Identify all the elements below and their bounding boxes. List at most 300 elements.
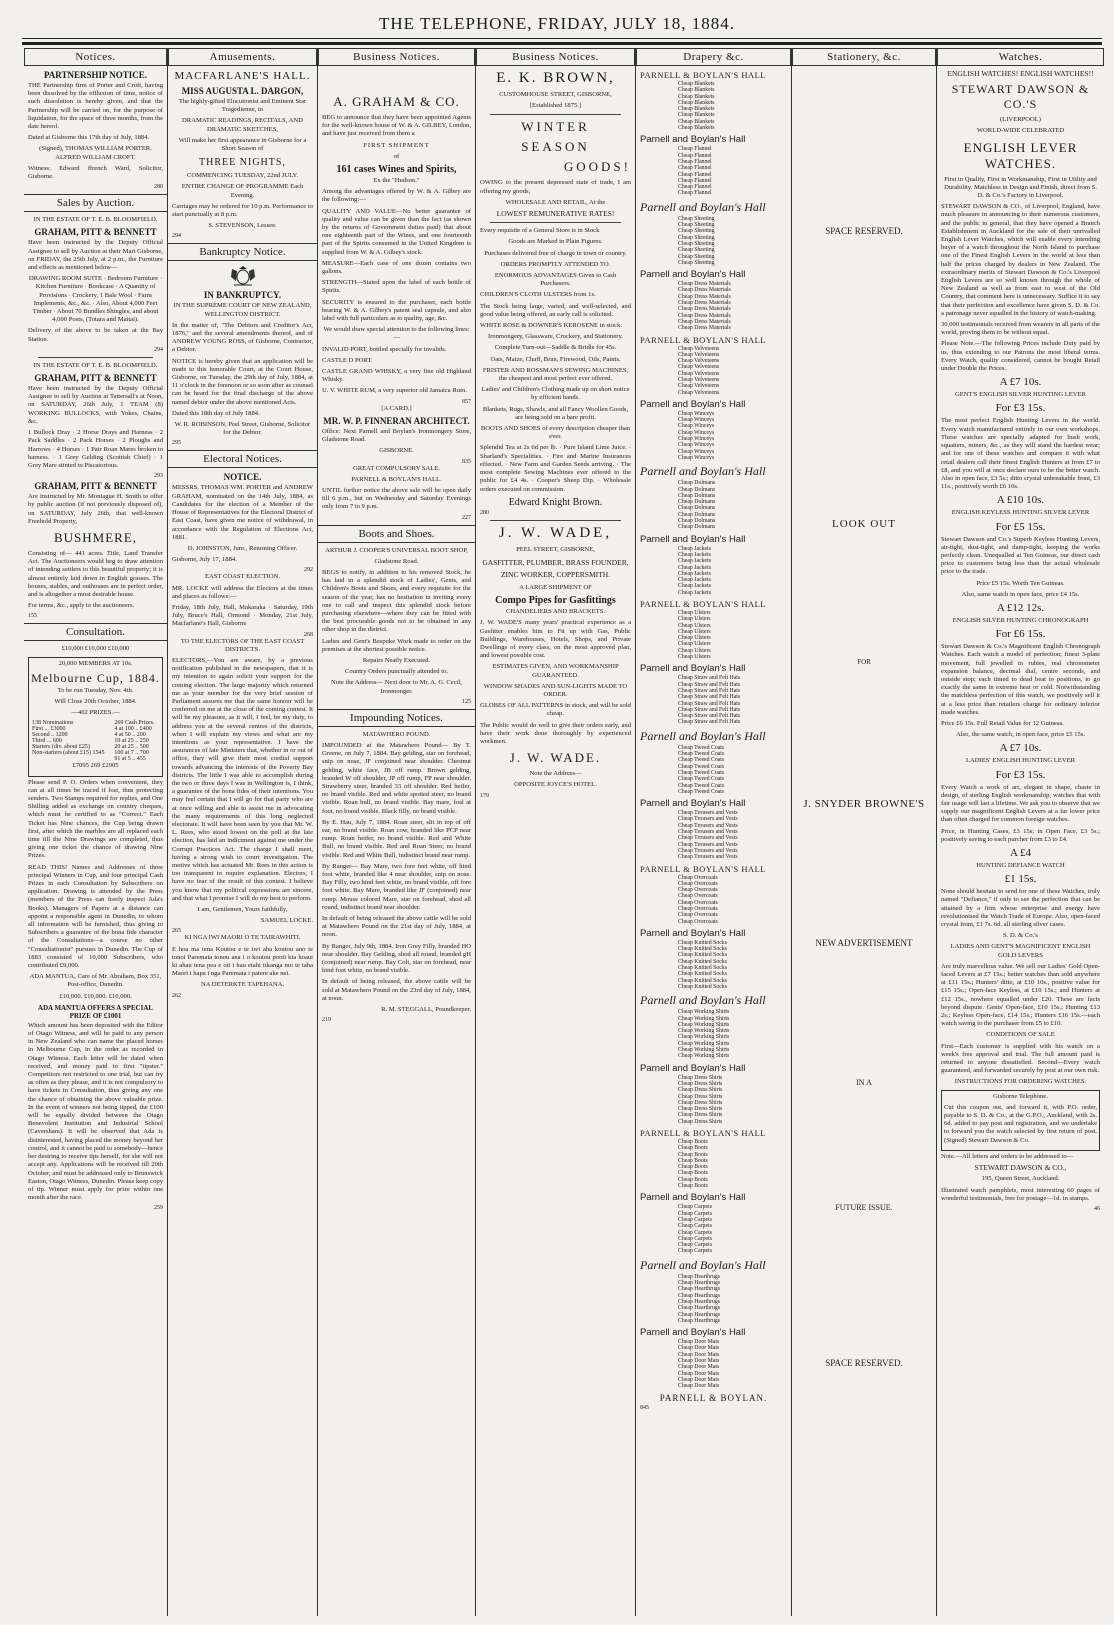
drapery-item: Cheap Boots [678,1164,708,1171]
drapery-item: Cheap Jackets [678,545,711,552]
watch-desc: LADIES' ENGLISH HUNTING LEVER [965,757,1076,765]
masthead: THE TELEPHONE, FRIDAY, JULY 18, 1884. [379,14,735,33]
locke-dates: Friday, 18th July, Hall, Makaraka · Saturday, 19th July, Bruce's Hall, Ormond · Monday, 21st July, Macfarlane's Hall, Gisborne [172,603,313,628]
drapery-item: Cheap Working Shirts [678,1047,730,1054]
drapery-item: Cheap Winceys [678,448,715,455]
ad-ref: 293 [154,473,163,480]
property-description: Consisting of— 441 acres. Title, Land Transfer Act. The Auctioneers would beg to draw attention of intending settlers to this beautiful property; it is almost entirely laid down in English grasses. The houses, stables, and outhouses are in perfect order, and is altogether a most desirable house. [28,549,163,598]
columns [24,48,1104,1616]
melbourne-cup: Melbourne Cup, 1884. [31,670,160,685]
election-title: EAST COAST ELECTION. [204,573,281,581]
section-header-stationery: Stationery, &c. [792,48,936,66]
table-cell: Starters (div. about £25) [32,744,90,751]
prize-amounts: £10,000. £10,000. £10,000. [59,992,132,1000]
ad-ref: 262 [172,992,181,999]
english-lever-watches: ENGLISH LEVER WATCHES. [963,139,1078,171]
drapery-item: Cheap Tweed Coats [678,782,725,789]
drapery-item: Cheap Sheeting [678,215,715,222]
watch-body: Stewart Dawson and Co.'s Superb Keyless Hunting Levers, air-tight, dust-tight, and damp-tight, keeping the works perfectly clean. Unequalled at Ten Guineas, our direct cash price to customers being less than the actual wholesale price to the trade. [941,535,1100,576]
kerosene: WHITE ROSE & DOWNER'S KEROSENE in stock. [480,322,623,330]
drapery-item: Cheap Door Mats [678,1345,720,1352]
drapery-block [640,269,787,331]
drapery-item: Cheap Door Mats [678,1376,720,1383]
drapery-item: Cheap Sheeting [678,240,715,247]
drapery-shop-name: PARNELL & BOYLAN'S HALL [640,334,766,345]
drapery-block [640,534,787,596]
drapery-item: Cheap Velveteens [678,376,720,383]
watch-also: Also, the same watch, in open face, price £5 15s. [955,731,1086,739]
table-cell: 4 at 100 .. £400 [114,726,152,733]
performance-appear: Will make her first appearance in Gisborne for a Short Season of [178,136,307,153]
drapery-item: Cheap Velveteens [678,364,720,371]
wade-title: J. W. WADE, [498,524,613,541]
turnout: Complete Turn-out—Saddle & Bridle for 45s. [494,344,617,352]
drapery-item: Cheap Hearthrugs [678,1298,721,1305]
drapery-item: Cheap Knitted Socks [678,958,727,965]
column-watches [937,48,1104,1616]
drapery-item: Cheap Ulsters [678,610,711,616]
auctioneer-name: GRAHAM, PITT & BENNETT [34,373,157,384]
season: SEASON [521,139,590,155]
in-bankruptcy: IN BANKRUPTCY. [203,290,282,301]
drapery-item: Cheap Jackets [678,551,711,558]
window-shades: WINDOW SHADES AND SUN-LIGHTS MADE TO ORDER. [483,682,628,698]
drapery-item: Cheap Knitted Socks [678,946,727,953]
drapery-item: Cheap Carpets [678,1229,712,1236]
auction-items: DRAWING ROOM SUITE · Bedroom Furniture · Kitchen Furniture · Bookcase · A Quantity of Provisions · Crockery, 1 Bale Wool · Farm Implements, &c., &c. · Also, About 4,000 Feet Timber · About 70 Bundles Shingles, and about 4,000 Posts, (Totara and Maitai). [28,275,163,324]
special-prize-body: Which amount has been deposited with the Editor of Otago Witness, and will be paid to any person in New Zealand who can name the placed horses in Melbourne Cup, in the order as recorded in Otago Witness. Each letter will be dated when received, and money paid to first "tipster." Competitors not restricted to one trial, but can try as often as they please, and it is not compulsory to have tickets in Consultation, thus giving any one the chance of obtaining the above valuable prize. In the event of winners not being tipped, the £100 will be equally divided between the Otago Benevolent Institution and Industrial School (Caversham). It will be observed that Ada is disinterested, having placed the money beyond her control, and it cannot be paid to somebody—hence her desiring to receive tips herself, for she will not accept any. Applications will be received till 20th October, and must be addressed only to Brunswick Easton, Otago Witness, Dunedin. Please keep copy of tip. Winner must apply for prize within one month after the race. [28,1021,163,1202]
new-advertisement: NEW ADVERTISEMENT [815,938,913,948]
hall-name: MACFARLANE'S HALL. [174,70,311,82]
drapery-item: Cheap Sheeting [678,259,715,266]
graham-intro: BEG to announce that they have been appointed Agents for the well-known house of W. & A. GILBEY, London, and have just received from them a [322,114,471,138]
drapery-item: Cheap Sheeting [678,222,715,229]
drapery-item: Cheap Blankets [678,112,715,119]
sd-co: S. D. & Co.'s [1003,932,1038,940]
drapery-item: Cheap Blankets [678,125,715,132]
drapery-item: Cheap Jackets [678,558,711,565]
impounded-ranger-2: By Ranger, July 9th, 1884. Iron Grey Filly, branded HO near shoulder. Bay Gelding, shod all round, branded gH (conjoined) near rump. Bay Colt, star on forehead, near hind foot white, no brand visible. [322,942,471,975]
drapery-item: Cheap Boots [678,1176,708,1183]
repairs: Repairs Neatly Executed. [362,656,431,664]
table-cell: 4 at 50 .. 200 [114,732,146,739]
architect-office: Office: Next Parnell and Boylan's Ironmongery Store, Gladstone Road. [322,427,471,444]
drapery-item: Cheap Door Mats [678,1339,720,1346]
partnership-witness: Witness: Edward ffrench Ward, Solicitor, Gisborne. [28,164,163,181]
section-header-business: Business Notices. [318,48,475,66]
conditions-body: First—Each customer is supplied with his watch on a week's free approval and trial. The full amount paid is returned to anyone dissatisfied. Second—Every watch guaranteed, and forwarded securely by post at our own risk. [941,1042,1100,1075]
castle-whisky: CASTLE GRAND WHISKY, a very fine old Highland Whisky. [322,368,471,384]
drapery-item: Cheap Velveteens [678,345,720,352]
white-rum: U. V. WHITE RUM, a very superior old Jamaica Rum. [322,387,467,395]
specials: Splendid Tea at 2s 6d per lb. · Pure Island Lime Juice. · Sharland's Specialities. · Fire and Marine Insurances effected. · New Farm and Garden Seeds arriving. · The most complete Sewing Machines ever offered to the public for £4 4s. · Cooper's Sheep Dip. · Wholesale orders executed on commission. [480,444,631,493]
table-cell: Third ... 600 [32,738,62,745]
drapery-block [640,1128,787,1189]
drapery-item: Cheap Knitted Socks [678,983,727,990]
impounded-hau: By E. Hau, July 7, 1884. Roan steer, slit in top of off ear, no brand visible. Roan cow, branded like PCP near rump. Roan heifer, no brand visible. Red and White Bull, no brand visible. Red and Roan Steer, no brand visible. Red and White Bull, indistinct brand near rump. [322,818,471,859]
drapery-item: Cheap Tweed Coats [678,788,725,795]
drapery-item: Cheap Door Mats [678,1383,720,1390]
card-label: [A CARD.] [381,404,412,412]
watch-body: The most perfect English Hunting Levers in the world. Every watch manufactured entirely in our own workshops. These watches are specially adapted for bush work, squatters, miners, &c., as they will stand the hardest wear; and for one of these watches and compare it with what retail dealers call their finest English Hunters at from £7 to £8, and you will at once declare ours to be the better watch. Also in open face, £3 5s.; ditto crystal unbreakable front, £3 11s., positively worth £6 10s. [941,417,1100,491]
drapery-item: Cheap Knitted Socks [678,952,727,959]
drapery-shop-name: Parnell and Boylan's Hall [640,728,766,743]
frister: FRISTER AND ROSSMAN'S SEWING MACHINES, the cheapest and most perfect ever offered. [482,366,629,383]
section-header-impounding: Impounding Notices. [318,709,475,727]
drapery-item: Cheap Hearthrugs [678,1305,721,1312]
ironmongery: Ironmongery, Glassware, Crockery, and Stationery. [488,333,623,341]
solicitor: W. R. ROBINSON, Peel Street, Gisborne, Solicitor for the Debtor. [174,421,311,437]
drapery-shop-name: Parnell and Boylan's Hall [640,993,766,1008]
drapery-item: Cheap Straw and Felt Hats [678,706,741,713]
column-business-2 [476,48,636,1616]
drapery-item: Cheap Trousers and Vests [678,816,738,823]
drapery-item: Cheap Winceys [678,417,715,424]
drapery-block [640,993,787,1059]
drapery-item: Cheap Trousers and Vests [678,835,738,842]
drapery-item: Cheap Working Shirts [678,1009,730,1016]
table-total: £7095 269 £2905 [72,762,119,770]
column-stationery [792,48,937,1616]
globes: GLOBES OF ALL PATTERNS in stock, and will be sold cheap. [480,702,631,718]
drapery-shop-name: Parnell and Boylan's Hall [640,663,746,675]
estate-title: IN THE ESTATE OF T. E. B. BLOOMFIELD. [33,216,158,224]
order-coupon [941,1090,1100,1151]
poundkeeper: R. M. STEGGALL, Poundkeeper. [381,1006,471,1014]
drapery-item: Cheap Blankets [678,81,715,87]
sale-hours: UNTIL further notice the above sale will be open daily till 6 p.m., but on Wednesday and Saturday Evenings only from 7 to 9 p.m. [322,486,471,511]
drapery-item: Cheap Door Mats [678,1370,720,1377]
drapery-item: Cheap Boots [678,1139,708,1145]
prizes: —402 PRIZES.— [71,709,120,717]
drapery-item: Cheap Overcoats [678,899,718,906]
drapery-item: Cheap Dress Materials [678,318,731,325]
watch-for: £1 15s. [1004,873,1037,886]
maori-title: KI NGA IWI MAORI O TE TAIRAWHITI. [184,934,301,942]
wade-body: J. W. WADE'S many years' practical experience as a Gasfitter enables him to Fit up with Gas, Public Buildings, Warehouses, Hotels, Shops, and Private Dwellings of every class, on the most approved plan, and lowest possible cost. [480,619,631,660]
established: [Established 1875.] [529,102,582,110]
ad-ref: 46 [1094,1205,1100,1212]
cases: 161 cases Wines and Spirits, [336,164,457,176]
prize-table [31,720,160,762]
auction-items: 1 Bullock Dray · 2 Horse Drays and Harness · 2 Pack Saddles · 2 Pack Horses · 2 Ploughs and Harrows · 4 Horses · 1 Pair Roan Mares broken to harness. · 1 Grey Gelding (Scottish Chief) · 1 Grey Mare stinted to Piscatorious. [28,429,163,469]
drapery-item: Cheap Tweed Coats [678,763,725,770]
section-header-auction: Sales by Auction. [24,194,167,212]
watch-price: A £7 10s. [999,376,1042,389]
drapery-item: Cheap Flannel [678,165,712,172]
drapery-item: Cheap Flannel [678,190,712,197]
locke-notice: MR. LOCKE will address the Electors at the times and places as follows:— [172,584,313,600]
drapery-block [640,864,787,925]
to-electors: TO THE ELECTORS OF THE EAST COAST DISTRICTS. [180,637,305,653]
drapery-shop-name: Parnell and Boylan's Hall [640,269,746,281]
drapery-item: Cheap Carpets [678,1223,712,1230]
drapery-item: Cheap Door Mats [678,1358,720,1365]
election-letter: ELECTORS,—You are aware, by a previous notification published in the newspapers, that it is my intention to again solicit your support for the coming election. The large majority which returned me as your member for the very brief session of Parliament assures me that the same honour will be conferred on me at the close of the coming contest. It will be my pleasure, as it will, I feel, be my duty, to address you at the several centres of the districts, when I will explain my views and what are my intentions as your representative. I have the assurances of late Ministers that, whether in or out of office, they will give their most cordial support towards advancing the interests of the Poverty Bay districts. The little I was able to accomplish during the two or three days I was in Wellington is, I think, a guarantee of the bona fides of their intentions. You may feel certain that I will go for that party who are at once willing and able to assist me in advocating the many requirements of this long neglected electorate. It will have been seen by you that Mr. W. L. Rees, who stood lowest on the poll at the late election, has laid an indictment against me under the Corrupt Practices Act. The charge I shall meet, having a strong wish to court investigation. The motive which has actuated Mr. Rees in this action is too transparent to require explanation. Electors, I have no fear of the result of this contest. I believe you know that my political expressions are sincere, and that what I promise I will do my best to perform. [172,656,313,902]
sd-intro: STEWART DAWSON & CO., of Liverpool, England, have much pleasure in announcing to their numerous customers, and the public in general, that they have opened a Branch Establishment in Auckland for the sale of their unrivalled English Lever Watches, which will enable every intending buyer of a watch throughout the North Island to purchase one of the Finest English Levers in the world at less than half the prices charged by dealers in New Zealand. The extraordinary merits of Stewart Dawson & Co.'s Liverpool English Levers are so well known through the whole of New Zealand as well as from east to west of the Old Country, that comment here is unnecessary. Suffice it to say that their perfection and excellence have given S. D. & Co. a patronage never equalled in the history of watch-making. [941,203,1100,317]
drapery-item: Cheap Working Shirts [678,1053,730,1060]
drapery-shop-name: Parnell and Boylan's Hall [640,533,746,545]
members: 20,000 MEMBERS AT 10s. [58,659,133,667]
first-in-quality: First in Quality, First in Workmanship, First in Utility and Durability. Matchless in Design and Finish, direct from S. D. & Co.'s Factory in Liverpool. [944,175,1097,200]
drapery-block [640,200,787,266]
drapery-item: Cheap Dolmans [678,524,716,531]
drapery-item: Cheap Sheeting [678,234,715,241]
drapery-item: Cheap Blankets [678,118,715,125]
column-business-1 [318,48,476,1616]
sd-address-name: STEWART DAWSON & CO., [974,1163,1067,1173]
drapery-item: Cheap Dress Materials [678,300,731,307]
drapery-item: Cheap Winceys [678,429,715,436]
drapery-item: Cheap Dress Materials [678,312,731,319]
masthead-rule [22,38,1102,39]
ad-ref: 227 [462,514,471,521]
drapery-item: Cheap Overcoats [678,887,718,894]
ad-ref: 280 [480,509,489,516]
drapery-item: Cheap Sheeting [678,247,715,254]
drapery-shop-name: Parnell and Boylan's Hall [640,199,766,214]
drapery-item: Cheap Ulsters [678,622,711,629]
partnership-dated: Dated at Gisborne this 17th day of July, 1884. [28,134,150,142]
watch-price: A £7 10s. [999,742,1042,755]
drapery-item: Cheap Jackets [678,583,711,590]
drapery-block [640,1327,787,1389]
owing: OWING to the present depressed state of trade, I am offering my goods, [480,179,631,195]
watch-price: A £10 10s. [996,494,1045,507]
snyder-browne: J. SNYDER BROWNE'S [803,798,925,810]
instructions: INSTRUCTIONS FOR ORDERING WATCHES. [954,1078,1087,1086]
coupon-title: Gisborne Telephone. [993,1092,1048,1100]
drapery-item: Cheap Door Mats [678,1364,720,1371]
drapery-item: Cheap Boots [678,1157,708,1164]
drapery-item: Cheap Straw and Felt Hats [678,694,741,701]
cooper-body: BEGS to notify, in addition to his removed Stock, he has laid in a splendid stock of Ladies', Gents, and Children's Boots and Shoes, and every requisite for the season of the year, has no hesitation in inviting every one to call and inspect this splendid stock before purchasing elsewhere—where they can be fitted with the best procurable goods not to be obtained in any other shop in the district. [322,568,471,634]
section-header-bankruptcy: Bankruptcy Notice. [168,243,317,261]
wade-signature: J. W. WADE. [509,750,602,766]
brown-signature: Edward Knight Brown. [508,496,603,508]
drapery-item: Cheap Trousers and Vests [678,847,738,854]
drapery-item: Cheap Carpets [678,1242,712,1249]
partnership-signed: (Signed), THOMAS WILLIAM PORTER. ALFRED WILLIAM CROFT. [39,145,152,161]
bankruptcy-notice: NOTICE is hereby given that an application will be made to this honorable Court, at the Court House, Gisborne, on Tuesday, the 29th day of July, 1884, at 11 o'clock in the forenoon or so soon after as counsel can be heard for the final discharge of the above named debtor under the above mentioned Acts. [172,357,313,406]
drapery-item: Cheap Tweed Coats [678,776,725,783]
ad-ref: 845 [640,1404,649,1411]
pound-name: MATAWHERO POUND. [362,730,431,738]
drapery-item: Cheap Dolmans [678,511,716,518]
drapery-item: Cheap Dress Shirts [678,1087,723,1094]
drapery-shop-name: Parnell and Boylan's Hall [640,798,746,810]
gold-body: Are truly marvellous value. We sell our Ladies' Gold Open-faced Levers at £7 15s.; better watches than sold anywhere at £11 15s.; Hunters' ditto, at £10 10s., positive value for £15 15s.; Open-face Keyless, at £10 15s.; and Hunters at £12 15s., nowhere equalled under £20. These are facts beyond dispute. Gents' Open-face, £10 15s.; Hunting £13 2s.; Keyless Open-face, £14 15s.; Hunters £16 15s.—each watch saving to the purchaser from £5 to £10. [941,962,1100,1028]
table-cell: First ... £3000 [32,726,66,733]
ad-ref: 294 [172,233,181,240]
orders: ORDERS PROMPTLY ATTENDED TO. [500,260,611,268]
impound-default-2: In default of being released, the above cattle will be sold at Matawhero Pound on the 23rd day of July, 1884, at noon. [322,978,471,1002]
divider [490,520,621,521]
partnership-body: THE Partnership firm of Porter and Croft, having been dissolved by the effluxion of time, notice of such dissolution is hereby given, and that the Partnership will be carried on, for the purpose of liquidation, for the space of three months, from the date hereof. [28,82,163,131]
drapery-item: Cheap Winceys [678,442,715,449]
english-watches: ENGLISH WATCHES! ENGLISH WATCHES!! [947,69,1094,78]
for: FOR [857,658,871,666]
public: The Public would do well to give their orders early, and have their work done thoroughly by experienced workmen. [480,721,631,745]
drapery-item: Cheap Overcoats [678,874,718,881]
auctioneer-name: GRAHAM, PITT & BENNETT [34,481,157,492]
joyce-hotel: OPPOSITE JOYCE'S HOTEL. [514,781,597,789]
drapery-item: Cheap Dress Shirts [678,1106,723,1113]
drapery-item: Cheap Carpets [678,1248,712,1255]
drapery-item: Cheap Ulsters [678,628,711,635]
section-header-business: Business Notices. [476,48,635,66]
property-terms: For terms, &c., apply to the auctioneers. [28,602,135,610]
masthead-rule-heavy [22,42,1102,45]
drapery-item: Cheap Ulsters [678,654,711,661]
table-cell: 100 at 7 .. 700 [114,750,149,757]
of: of [393,152,400,160]
drapery-shop-name: PARNELL & BOYLAN'S HALL [640,863,766,874]
blankets: Blankets, Rugs, Shawls, and all Fancy Woollen Goods, are being sold on a bare profit. [482,405,629,421]
measure: MEASURE—Each case of one dozen contains two gallons. [322,259,471,276]
ad-ref: 155 [28,613,37,620]
drapery-item: Cheap Trousers and Vests [678,854,738,861]
section-header-electoral: Electoral Notices. [168,450,317,468]
drapery-item: Cheap Flannel [678,177,712,184]
bankruptcy-dated: Dated this 18th day of July 1884. [172,409,260,417]
drapery-item: Cheap Door Mats [678,1351,720,1358]
drapery-item: Cheap Straw and Felt Hats [678,675,741,682]
cooper-note: Note the Address— Next door to Mr. A. G. Cecil, Ironmonger. [331,679,462,695]
drapery-item: Cheap Trousers and Vests [678,829,738,836]
drapery-item: Cheap Velveteens [678,358,720,365]
wade-address: PEEL STREET, GISBORNE, [516,545,595,553]
plain-figures: Goods are Marked in Plain Figures. [508,238,603,246]
column-drapery [636,48,792,1616]
drapery-item: Cheap Boots [678,1170,708,1177]
table-cell: 10 at 25 .. 250 [114,738,149,745]
drapery-item: Cheap Blankets [678,93,715,100]
divider [490,222,621,223]
wholesale: WHOLESALE AND RETAIL, At the [505,198,606,206]
drapery-item: Cheap Hearthrugs [678,1317,721,1324]
drapery-item: Cheap Blankets [678,106,715,113]
drapery-item: Cheap Flannel [678,158,712,165]
drapery-block [640,1258,787,1324]
drapery-list [640,70,787,1390]
space-reserved: SPACE RESERVED. [825,1358,903,1368]
watch-for: For £3 15s. [995,402,1046,415]
divider [490,114,621,115]
watch-price-line: Price, in Hunting Cases, £3 15s; in Open Face, £3 5s.; positively saving to each purcher from £3 to £4. [941,827,1100,843]
ad-ref: 292 [304,567,313,574]
estate-title: IN THE ESTATE OF T. E. B. BLOOMFIELD. [33,361,158,369]
auction-body: Have been instructed by the Deputy Official Assignee to sell by Auction at Tattersall's at Noon, on SATURDAY, 26th July, 1 TEAM (8) WORKING BULLOCKS, with Yokes, Chains, &c. [28,385,163,425]
wade-trades: GASFITTER, PLUMBER, BRASS FOUNDER, ZINC WORKER, COPPERSMITH. [482,557,629,579]
partnership-title: PARTNERSHIP NOTICE. [43,70,148,80]
look-out: LOOK OUT [832,518,896,530]
drapery-item: Cheap Jackets [678,564,711,571]
royal-crest-icon [228,265,258,287]
architect-name: MR. W. P. FINNERAN ARCHITECT. [323,415,470,426]
drapery-block [640,1192,787,1254]
commencing: COMMENCING TUESDAY, 22nd JULY. [186,172,299,180]
watch-price: A £12 12s. [996,601,1045,614]
table-cell: Second .. 1200 [32,732,68,739]
drapery-block [640,1063,787,1125]
lessee: S. STEVENSON, Lessee. [208,222,277,230]
performer-name: MISS AUGUSTA L. DARGON, [181,86,304,96]
drapery-block [640,70,787,131]
drapery-item: Cheap Tweed Coats [678,757,725,764]
impounded-ranger: By Ranger— Bay Mare, two fore feet white, off hind foot white, branded like 4 near shoulder, snip on nose. Bay Filly, two hind feet white, no brand visible, off fore foot white. Bay Mare, branded like JF (conjoined) near rump. Mouse colored Mare, star on forehead, shod all round, indistinct brand near shoulder. [322,862,471,911]
watch-desc: GENT'S ENGLISH SILVER HUNTING LEVER [955,391,1086,399]
ad-ref: 125 [462,698,471,705]
returning-officer: D. JOHNSTON, Junr., Returning Officer. [187,544,298,552]
drapery-item: Cheap Working Shirts [678,1015,730,1022]
graham-title: A. GRAHAM & CO. [333,94,460,109]
drapery-block [640,928,787,990]
drapery-item: Cheap Dolmans [678,486,716,493]
watch-price-line: Price £5 15s. Worth Ten Guineas. [976,579,1065,587]
drapery-item: Cheap Blankets [678,99,715,106]
architect-town: GISBORNE. [379,447,414,455]
drapery-item: Cheap Hearthrugs [678,1311,721,1318]
drapery-item: Cheap Tweed Coats [678,769,725,776]
drapery-shop-name: Parnell and Boylan's Hall [640,398,746,410]
stewart-dawson: STEWART DAWSON & CO.'S [951,82,1090,112]
section-header-drapery: Drapery &c. [636,48,791,66]
drapery-item: Cheap Trousers and Vests [678,810,738,817]
drapery-item: Cheap Trousers and Vests [678,841,738,848]
drapery-item: Cheap Dress Shirts [678,1080,723,1087]
drapery-item: Cheap Dolmans [678,518,716,525]
drapery-item: Cheap Dress Shirts [678,1112,723,1119]
drapery-item: Cheap Boots [678,1145,708,1152]
section-header-amusements: Amusements. [168,48,317,66]
watch-body: Every Watch a work of art, elegant in shape, chaste in design, of sterling English workmanship, watches that with fair usage will last a lifetime. We ask you to observe that we supply our magnificent English Levers at a far lower price than often charged for common foreign watches. [941,783,1100,824]
invalid-port: INVALID PORT, bottled specially for invalids. [322,345,447,353]
drapery-block [640,399,787,461]
drapery-shop-name: Parnell and Boylan's Hall [640,1192,746,1204]
drapery-shop-name: Parnell and Boylan's Hall [640,1327,746,1339]
drapery-block [640,729,787,795]
drapery-item: Cheap Knitted Socks [678,971,727,978]
watch-desc: ENGLISH SILVER HUNTING CHRONOGRAPH [952,616,1089,624]
strength: STRENGTH—Stated upon the label of each bottle of Spirits. [322,279,471,295]
drapery-item: Cheap Knitted Socks [678,939,727,946]
ad-ref: 835 [462,458,471,465]
cooper-title: ARTHUR J. COOPER'S UNIVERSAL BOOT SHOP, [325,546,468,554]
security: SECURITY is ensured to the purchaser, each bottle bearing W. & A. Gilbey's patent seal capsule, and also label with full particulars as to quality, age, &c. [322,298,471,323]
liverpool: (LIVERPOOL) [999,116,1042,124]
drapery-item: Cheap Overcoats [678,893,718,900]
please-note: Please Note.—The following Prices include Duty paid by us, thus extending to our Patrons the most liberal terms. Every Watch, quality considered, cannot be bought Retail under Double the Prices. [941,340,1100,373]
drapery-item: Cheap Flannel [678,146,712,153]
drapery-item: Cheap Working Shirts [678,1034,730,1041]
drapery-shop-name: Parnell and Boylan's Hall [640,464,766,479]
drapery-item: Cheap Jackets [678,577,711,584]
table-header: 138 Nominations [32,720,74,727]
performer-description: The highly-gifted Elocutionist and Eminent Star Tragedienne, in [178,98,307,114]
goods: GOODS! [563,159,631,175]
drapery-block [640,798,787,860]
table-header: 269 Cash Prizes. [114,720,155,727]
ad-ref: 265 [172,928,181,935]
watch-for: For £3 15s. [995,768,1046,781]
shipment: A LARGE SHIPMENT OF [519,583,592,591]
drapery-block [640,335,787,396]
drapery-item: Cheap Ulsters [678,641,711,648]
drapery-item: Cheap Ulsters [678,616,711,623]
drapery-shop-name: Parnell and Boylan's Hall [640,1062,746,1074]
withdrawal-notice: MESSRS. THOMAS WM. PORTER and ANDREW GRAHAM, nominated on the 14th July, 1884, as Candidates for the election of a Member of the House of Representatives for the Electoral District of East Coast, have given me notice of withdrawal, in accordance with the Regulation of Elections Act, 1881. [172,484,313,541]
